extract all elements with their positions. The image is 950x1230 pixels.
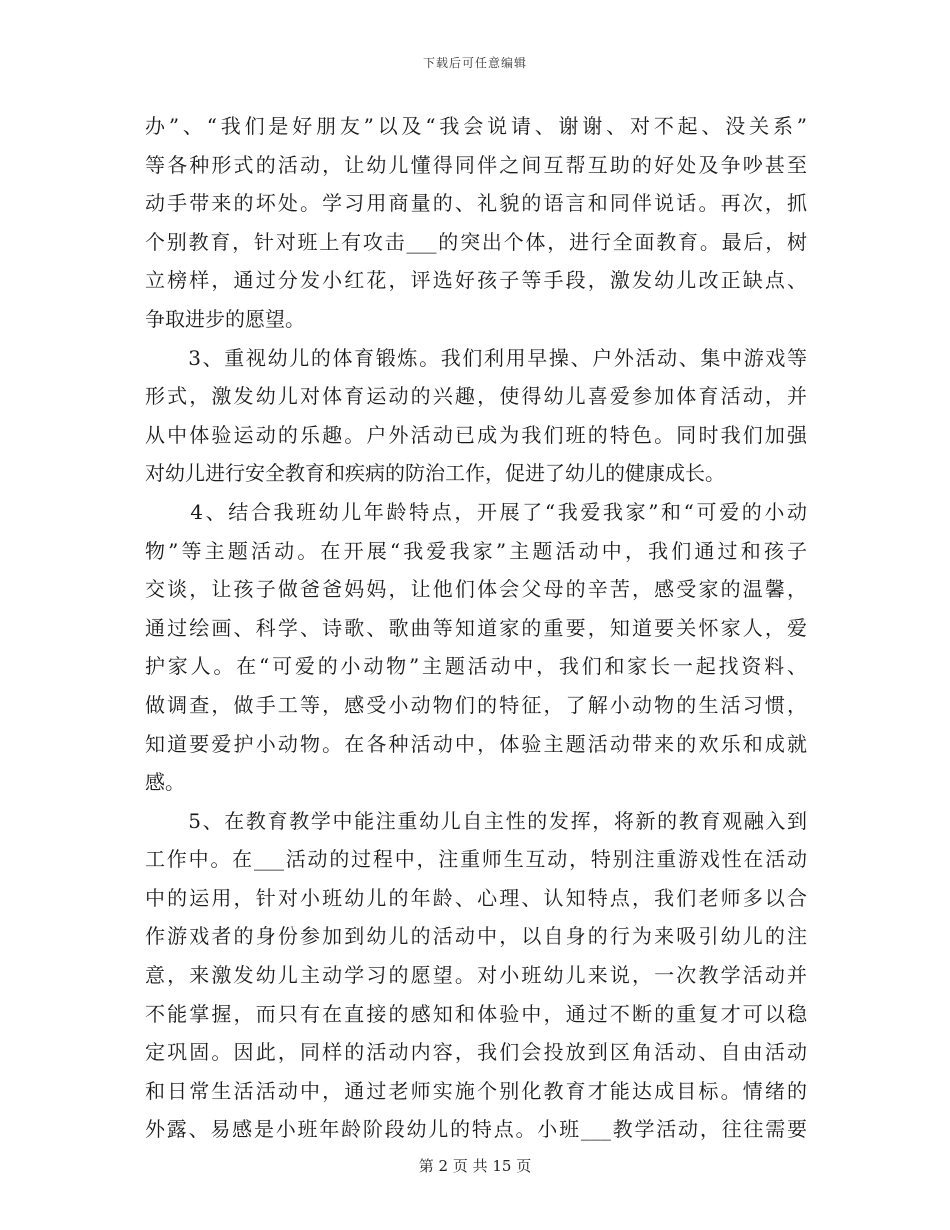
text-line: 办”、“我们是好朋友”以及“我会说请、谢谢、对不起、没关系”: [145, 114, 807, 138]
text-line: 知道要爱护小动物。在各种活动中，体验主题活动带来的欢乐和成就: [145, 731, 807, 756]
text-line: 动手带来的坏处。学习用商量的、礼貌的语言和同伴说话。再次，抓: [145, 191, 807, 216]
text-line: 和日常生活活动中，通过老师实施个别化教育才能达成目标。情绪的: [145, 1078, 807, 1103]
text-line: 交谈，让孩子做爸爸妈妈，让他们体会父母的辛苦，感受家的温馨，: [145, 577, 807, 602]
text-line: 护家人。在“可爱的小动物”主题活动中，我们和家长一起找资料、: [145, 654, 807, 679]
text-line: 不能掌握，而只有在直接的感知和体验中，通过不断的重复才可以稳: [145, 1001, 807, 1026]
text-line: 外露、易感是小班年龄阶段幼儿的特点。小班___教学活动，往往需要: [145, 1117, 807, 1142]
text-line: 等各种形式的活动，让幼儿懂得同伴之间互帮互助的好处及争吵甚至: [145, 152, 807, 177]
text-line: 作游戏者的身份参加到幼儿的活动中，以自身的行为来吸引幼儿的注: [145, 924, 807, 949]
text-line: 做调查，做手工等，感受小动物们的特征，了解小动物的生活习惯，: [145, 692, 807, 717]
text-line: 物”等主题活动。在开展“我爱我家”主题活动中，我们通过和孩子: [145, 538, 807, 563]
text-line: 中的运用，针对小班幼儿的年龄、心理、认知特点，我们老师多以合: [145, 885, 807, 910]
text-line: 形式，激发幼儿对体育运动的兴趣，使得幼儿喜爱参加体育活动，并: [145, 384, 807, 409]
text-line: 5、在教育教学中能注重幼儿自主性的发挥，将新的教育观融入到: [145, 808, 807, 833]
text-line: 对幼儿进行安全教育和疾病的防治工作，促进了幼儿的健康成长。: [145, 461, 725, 486]
text-line: 定巩固。因此，同样的活动内容，我们会投放到区角活动、自由活动: [145, 1040, 807, 1065]
text-line: 个别教育，针对班上有攻击___的突出个体，进行全面教育。最后，树: [145, 229, 807, 254]
text-line: 工作中。在___活动的过程中，注重师生互动，特别注重游戏性在活动: [145, 847, 807, 872]
text-line: 从中体验运动的乐趣。户外活动已成为我们班的特色。同时我们加强: [145, 422, 807, 447]
page-header: 下载后可任意编辑: [422, 56, 527, 70]
text-line: 感。: [145, 770, 185, 795]
text-line: 立榜样，通过分发小红花，评选好孩子等手段，激发幼儿改正缺点、: [145, 268, 807, 293]
text-line: 4、结合我班幼儿年龄特点，开展了“我爱我家”和“可爱的小动: [145, 499, 807, 524]
text-line: 通过绘画、科学、诗歌、歌曲等知道家的重要，知道要关怀家人，爱: [145, 615, 807, 640]
text-line: 意，来激发幼儿主动学习的愿望。对小班幼儿来说，一次教学活动并: [145, 963, 807, 988]
text-line: 争取进步的愿望。: [145, 306, 305, 331]
page-number: 第 2 页 共 15 页: [418, 1157, 532, 1175]
text-line: 3、重视幼儿的体育锻炼。我们利用早操、户外活动、集中游戏等: [145, 345, 807, 370]
document-body: [145, 107, 807, 1149]
